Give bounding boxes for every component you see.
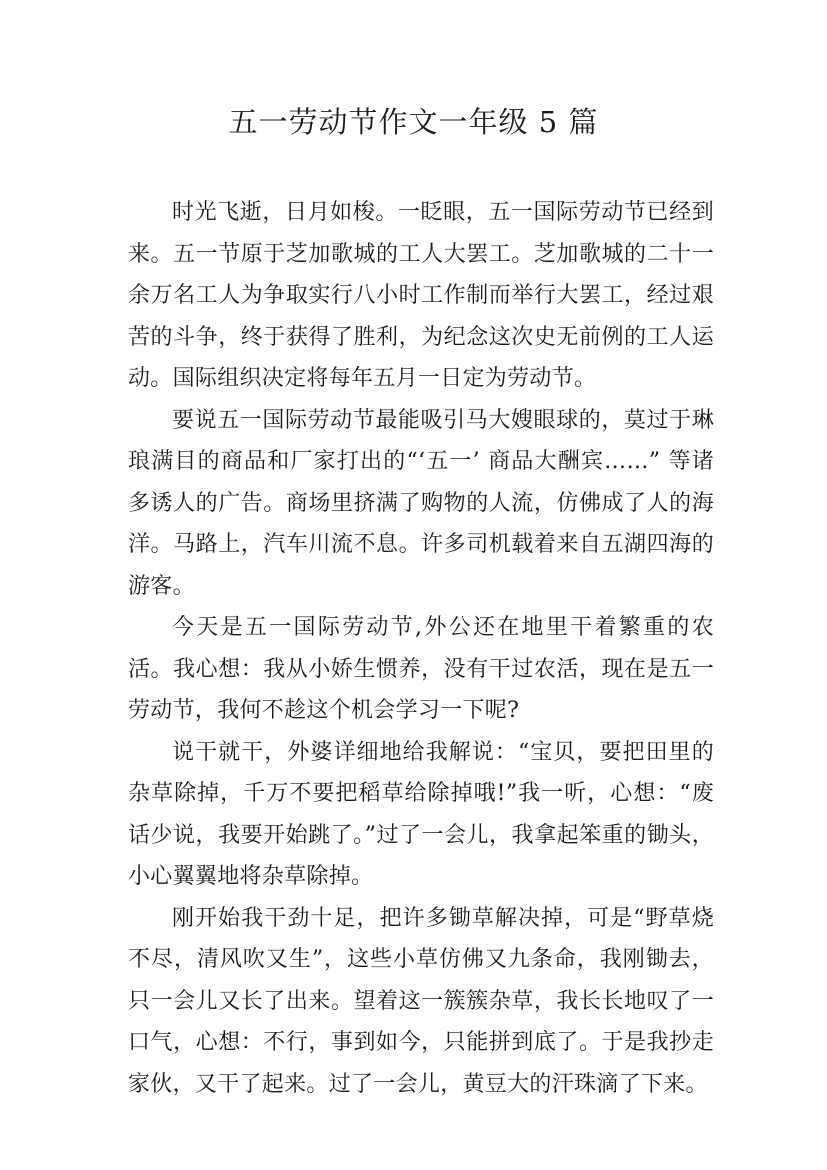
document-body <box>128 192 714 1105</box>
paragraph: 说干就干，外婆详细地给我解说：“宝贝，要把田里的杂草除掉，千万不要把稻草给除掉哦!”我一听，心想：“废话少说，我要开始跳了。”过了一会儿，我拿起笨重的锄头，小心翼翼地将杂草除掉。 <box>128 739 714 889</box>
paragraph: 时光飞逝，日月如梭。一眨眼，五一国际劳动节已经到来。五一节原于芝加歌城的工人大罢工。芝加歌城的二十一余万名工人为争取实行八小时工作制而举行大罢工，经过艰苦的斗争，终于获得了胜利，为纪念这次史无前例的工人运动。国际组织决定将每年五月一日定为劳动节。 <box>128 200 714 391</box>
paragraph: 要说五一国际劳动节最能吸引马大嫂眼球的，莫过于琳琅满目的商品和厂家打出的“‘五一’ 商品大酬宾……” 等诸多诱人的广告。商场里挤满了购物的人流，仿佛成了人的海洋。马路上，汽车川流不息。许多司机载着来自五湖四海的游客。 <box>128 407 714 599</box>
document-title: 五一劳动节作文一年级 5 篇 <box>228 105 599 139</box>
paragraph: 今天是五一国际劳动节,外公还在地里干着繁重的农活。我心想：我从小娇生惯养，没有干过农活，现在是五一劳动节，我何不趁这个机会学习一下呢? <box>128 615 714 723</box>
paragraph: 刚开始我干劲十足，把许多锄草解决掉，可是“野草烧不尽，清风吹又生”，这些小草仿佛又九条命，我刚锄去，只一会儿又长了出来。望着这一簇簇杂草，我长长地叹了一口气，心想：不行，事到如今，只能拼到底了。于是我抄走家伙，又干了起来。过了一会儿，黄豆大的汗珠滴了下来。 <box>128 905 714 1097</box>
